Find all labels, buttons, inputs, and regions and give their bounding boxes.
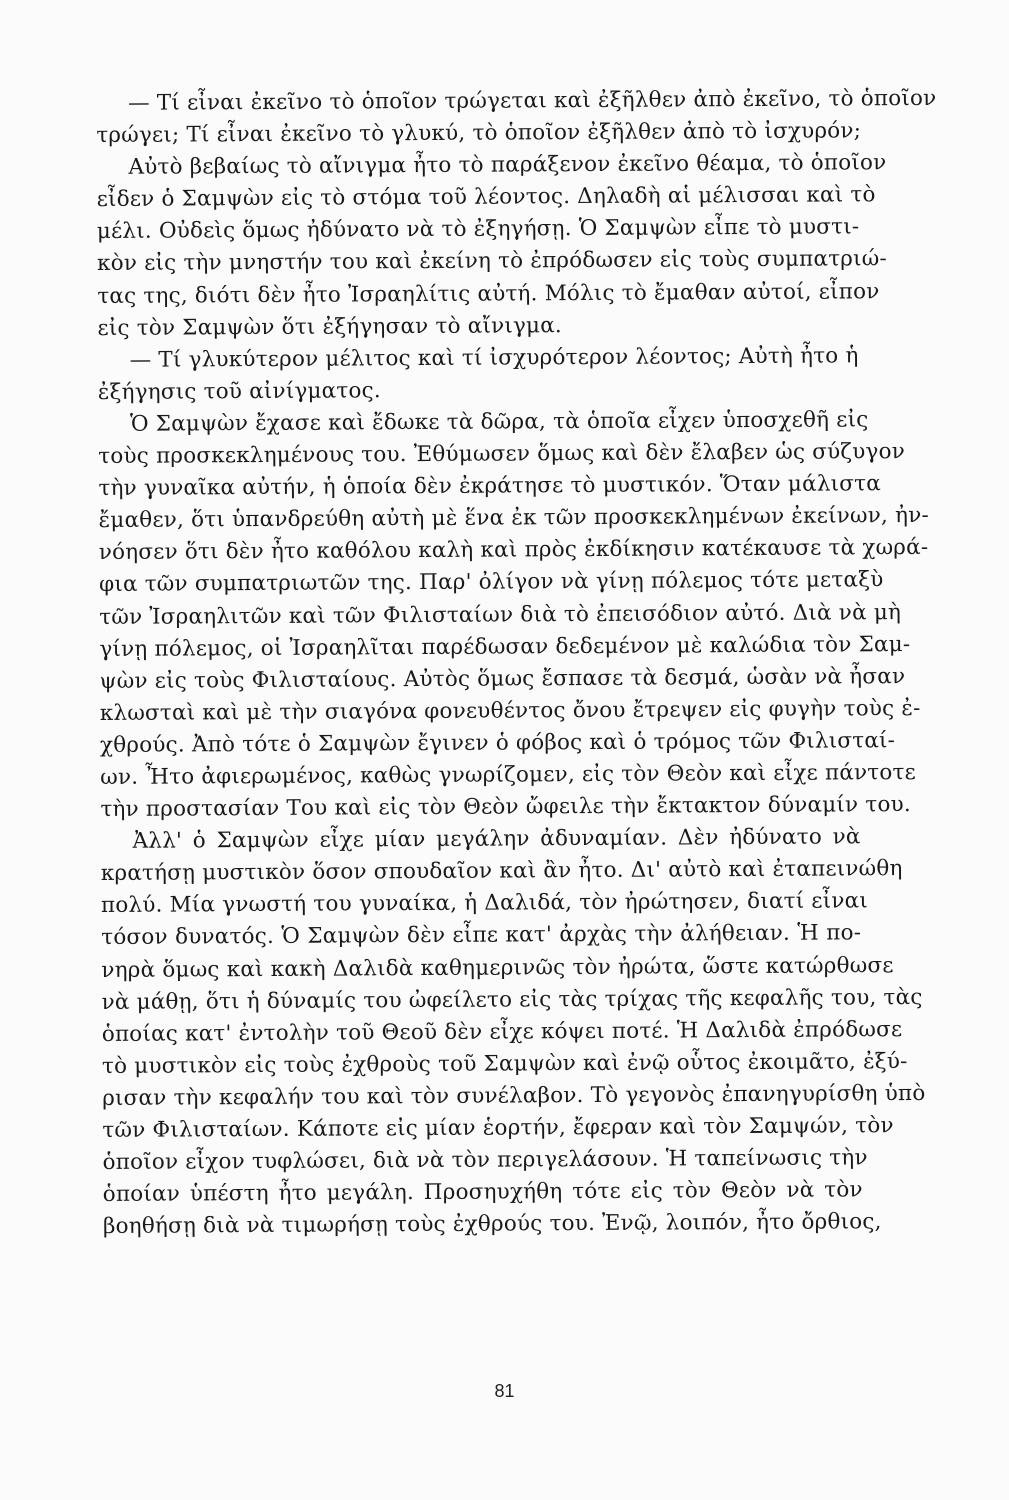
text-line: πολύ. Μία γνωστή του γυναίκα, ἡ Δαλιδά, τὸν ἠρώτησεν, διατί εἶναι bbox=[100, 888, 869, 919]
text-line: τόσον δυνατός. Ὁ Σαμψὼν δὲν εἶπε κατ' ἀρχὰς τὴν ἀλήθειαν. Ἡ πο- bbox=[101, 920, 862, 951]
text-line: ὁποίας κατ' ἐντολὴν τοῦ Θεοῦ δὲν εἶχε κόψει ποτέ. Ἡ Δαλιδὰ ἐπρόδωσε bbox=[101, 1016, 903, 1047]
text-line: τας της, διότι δὲν ἦτο Ἰσραηλίτις αὐτή. Μόλις τὸ ἔμαθαν αὐτοί, εἶπον bbox=[97, 278, 880, 309]
text-line: Ὁ Σαμψὼν ἔχασε καὶ ἔδωκε τὰ δῶρα, τὰ ὁποῖα εἶχεν ὑποσχεθῆ εἰς bbox=[129, 407, 869, 437]
text-line: κλωσταὶ καὶ μὲ τὴν σιαγόνα φονευθέντος ὄνου ἔτρεψεν εἰς φυγὴν τοὺς ἐ- bbox=[99, 695, 921, 726]
text-line: τοὺς προσκεκλημένους του. Ἐθύμωσεν ὅμως καὶ δὲν ἔλαβεν ὡς σύζυγον bbox=[98, 439, 906, 470]
text-line: γίνῃ πόλεμος, οἱ Ἰσραηλῖται παρέδωσαν δεδεμένον μὲ καλώδια τὸν Σαμ- bbox=[99, 631, 911, 662]
text-line: νὰ μάθῃ, ὅτι ἡ δύναμίς του ὠφείλετο εἰς τὰς τρίχας τῆς κεφαλῆς του, τὰς bbox=[101, 984, 923, 1015]
text-line: κὸν εἰς τὴν μνηστήν του καὶ ἐκείνη τὸ ἐπρόδωσεν εἰς τοὺς συμπατριώ- bbox=[96, 246, 887, 277]
text-line: ὁποίαν ὑπέστη ἦτο μεγάλη. Προσηυχήθη τότε εἰς τὸν Θεὸν νὰ τὸν bbox=[102, 1177, 863, 1208]
text-line: — Τί εἶναι ἐκεῖνο τὸ ὁποῖον τρώγεται καὶ ἐξῆλθεν ἀπὸ ἐκεῖνο, τὸ ὁποῖον bbox=[128, 85, 937, 116]
text-line: — Τί γλυκύτερον μέλιτος καὶ τί ἰσχυρότερον λέοντος; Αὐτὴ ἦτο ἡ bbox=[129, 343, 859, 373]
text-line: ἐξήγησις τοῦ αἰνίγματος. bbox=[97, 378, 381, 405]
text-line: κρατήσῃ μυστικὸν ὅσον σπουδαῖον καὶ ἂν ἦτο. Δι' αὐτὸ καὶ ἐταπεινώθη bbox=[100, 856, 903, 887]
text-line: ρισαν τὴν κεφαλήν του καὶ τὸν συνέλαβον. Τὸ γεγονὸς ἐπανηγυρίσθη ὑπὸ bbox=[102, 1080, 926, 1111]
text-line: τῶν Ἰσραηλιτῶν καὶ τῶν Φιλισταίων διὰ τὸ ἐπεισόδιον αὐτό. Διὰ νὰ μὴ bbox=[99, 599, 902, 630]
text-line: ὁποῖον εἶχον τυφλώσει, διὰ νὰ τὸν περιγελάσουν. Ἡ ταπείνωσις τὴν bbox=[102, 1145, 868, 1176]
text-line: ἔμαθεν, ὅτι ὑπανδρεύθη αὐτὴ μὲ ἕνα ἐκ τῶν προσκεκλημένων ἐκείνων, ἠν- bbox=[98, 503, 929, 534]
text-line: τρώγει; Τί εἶναι ἐκεῖνο τὸ γλυκύ, τὸ ὁποῖον ἐξῆλθεν ἀπὸ τὸ ἰσχυρόν; bbox=[96, 118, 862, 149]
text-line: εἰς τὸν Σαμψὼν ὅτι ἐξήγησαν τὸ αἴνιγμα. bbox=[97, 312, 563, 341]
text-line: ψὼν εἰς τοὺς Φιλισταίους. Αὐτὸς ὅμως ἔσπασε τὰ δεσμά, ὡσὰν νὰ ἦσαν bbox=[99, 663, 906, 694]
body-text bbox=[96, 83, 937, 1243]
text-line: φια τῶν συμπατριωτῶν της. Παρ' ὀλίγον νὰ γίνῃ πόλεμος τότε μεταξὺ bbox=[98, 567, 884, 598]
text-line: βοηθήσῃ διὰ νὰ τιμωρήσῃ τοὺς ἐχθρούς του. Ἐνῷ, λοιπόν, ἦτο ὄρθιος, bbox=[102, 1209, 882, 1240]
text-line: ων. Ἦτο ἀφιερωμένος, καθὼς γνωρίζομεν, εἰς τὸν Θεὸν καὶ εἶχε πάντοτε bbox=[100, 759, 917, 790]
text-line: τὸ μυστικὸν εἰς τοὺς ἐχθροὺς τοῦ Σαμψὼν καὶ ἐνῷ οὗτος ἐκοιμᾶτο, ἐξύ- bbox=[101, 1048, 908, 1079]
text-line: εἶδεν ὁ Σαμψὼν εἰς τὸ στόμα τοῦ λέοντος. Δηλαδὴ αἱ μέλισσαι καὶ τὸ bbox=[96, 182, 876, 213]
page-number: 81 bbox=[494, 1381, 515, 1401]
text-line: χθρούς. Ἀπὸ τότε ὁ Σαμψὼν ἔγινεν ὁ φόβος καὶ ὁ τρόμος τῶν Φιλισταί- bbox=[99, 728, 896, 758]
text-line: Ἀλλ' ὁ Σαμψὼν εἶχε μίαν μεγάλην ἀδυναμίαν. Δὲν ἠδύνατο νὰ bbox=[132, 824, 861, 854]
text-line: μέλι. Οὐδεὶς ὅμως ἠδύνατο νὰ τὸ ἐξηγήσῃ. Ὁ Σαμψὼν εἶπε τὸ μυστι- bbox=[96, 214, 860, 245]
text-line: νόησεν ὅτι δὲν ἦτο καθόλου καλὴ καὶ πρὸς ἐκδίκησιν κατέκαυσε τὰ χωρά- bbox=[98, 535, 929, 566]
text-line: τὴν γυναῖκα αὐτήν, ἡ ὁποία δὲν ἐκράτησε τὸ μυστικόν. Ὅταν μάλιστα bbox=[98, 471, 882, 502]
text-line: νηρὰ ὅμως καὶ κακὴ Δαλιδὰ καθημερινῶς τὸν ἠρώτα, ὥστε κατώρθωσε bbox=[101, 952, 894, 983]
text-line: τῶν Φιλισταίων. Κάποτε εἰς μίαν ἑορτήν, ἔφεραν καὶ τὸν Σαμψών, τὸν bbox=[102, 1113, 894, 1143]
text-line: Αὐτὸ βεβαίως τὸ αἴνιγμα ἦτο τὸ παράξενον ἐκεῖνο θέαμα, τὸ ὁποῖον bbox=[128, 150, 887, 180]
text-line: τὴν προστασίαν Του καὶ εἰς τὸν Θεὸν ὤφειλε τὴν ἔκτακτον δύναμίν του. bbox=[100, 792, 911, 823]
